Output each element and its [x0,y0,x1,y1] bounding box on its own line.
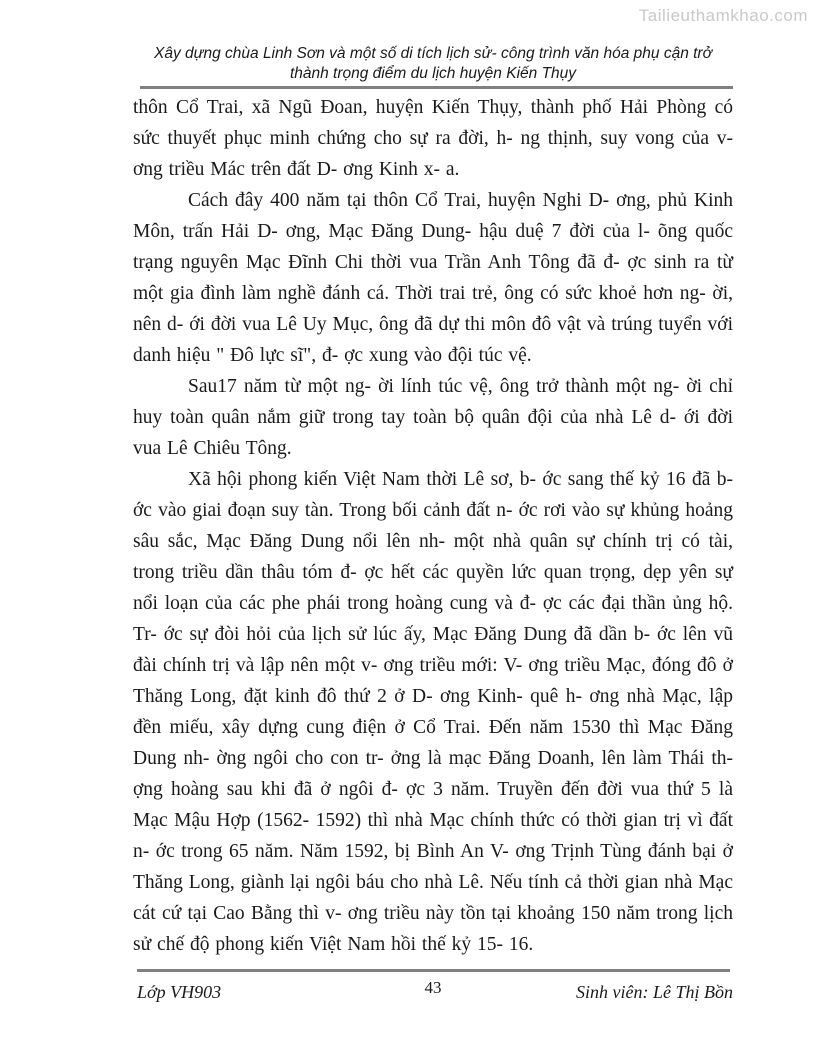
footer-class-label: Lớp VH903 [137,982,222,1002]
page-number: 43 [424,978,442,997]
header-title: Xây dựng chùa Linh Sơn và một số di tích lịch sử- công trình văn hóa phụ cận trở thành trọng điểm du lịch huyện Kiến Thụy [154,45,712,82]
body-paragraph: thôn Cổ Trai, xã Ngũ Đoan, huyện Kiến Thụy, thành phố Hải Phòng có sức thuyết phục minh chứng cho sự ra đời, h- ng thịnh, suy vong của v- ơng triều Mác trên đất D- ơng Kinh x- a. [133,97,733,180]
footer-student-label: Sinh viên: Lê Thị Bồn [576,982,733,1002]
page-header [133,44,733,84]
watermark-text: Tailieuthamkhao.com [638,6,808,25]
body-paragraph: Xã hội phong kiến Việt Nam thời Lê sơ, b- ớc sang thế kỷ 16 đã b- ớc vào giai đoạn suy tàn. Trong bối cảnh đất n- ớc rơi vào sự khủng hoảng sâu sắc, Mạc Đăng Dung nổi lên nh- một nhà quân sự chính trị có tài, trong triều dần thâu tóm đ- ợc hết các quyền lức quan trọng, dẹp yên sự nổi loạn của các phe phái trong hoàng cung và đ- ợc các đại thần ủng hộ. Tr- ớc sự đòi hỏi của lịch sử lúc ấy, Mạc Đăng Dung đã dần b- ớc lên vũ đài chính trị và lập nên một v- ơng triều mới: V- ơng triều Mạc, đóng đô ở Thăng Long, đặt kinh đô thứ 2 ở D- ơng Kinh- quê h- ơng nhà Mạc, lập đền miếu, xây dựng cung điện ở Cổ Trai. Đến năm 1530 thì Mạc Đăng Dung nh- ờng ngôi cho con tr- ởng là mạc Đăng Doanh, lên làm Thái th- ợng hoàng sau khi đã ở ngôi đ- ợc 3 năm. Truyền đến đời vua thứ 5 là Mạc Mậu Hợp (1562- 1592) thì nhà Mạc chính thức có thời gian trị vì đất n- ớc trong 65 năm. Năm 1592, bị Bình An V- ơng Trịnh Tùng đánh bại ở Thăng Long, giành lại ngôi báu cho nhà Lê. Nếu tính cả thời gian nhà Mạc cát cứ tại Cao Bằng thì v- ơng triều này tồn tại khoảng 150 năm trong lịch sử chế độ phong kiến Việt Nam hồi thế kỷ 15- 16. [133,469,733,955]
footer-divider [137,969,730,972]
body-paragraph: Sau17 năm từ một ng- ời lính túc vệ, ông trở thành một ng- ời chỉ huy toàn quân nắm giữ trong tay toàn bộ quân đội của nhà Lê d- ới đời vua Lê Chiêu Tông. [133,376,733,459]
body-paragraph: Cách đây 400 năm tại thôn Cổ Trai, huyện Nghi D- ơng, phủ Kinh Môn, trấn Hải D- ơng, Mạc Đăng Dung- hậu duệ 7 đời của l- õng quốc trạng nguyên Mạc Đĩnh Chi thời vua Trần Anh Tông đã đ- ợc sinh ra từ một gia đình làm nghề đánh cá. Thời trai trẻ, ông có sức khoẻ hơn ng- ời, nên d- ới đời vua Lê Uy Mục, ông đã dự thi môn đô vật và trúng tuyển với danh hiệu " Đô lực sĩ", đ- ợc xung vào đội túc vệ. [133,190,733,366]
header-divider [140,86,733,89]
document-body [133,92,733,960]
